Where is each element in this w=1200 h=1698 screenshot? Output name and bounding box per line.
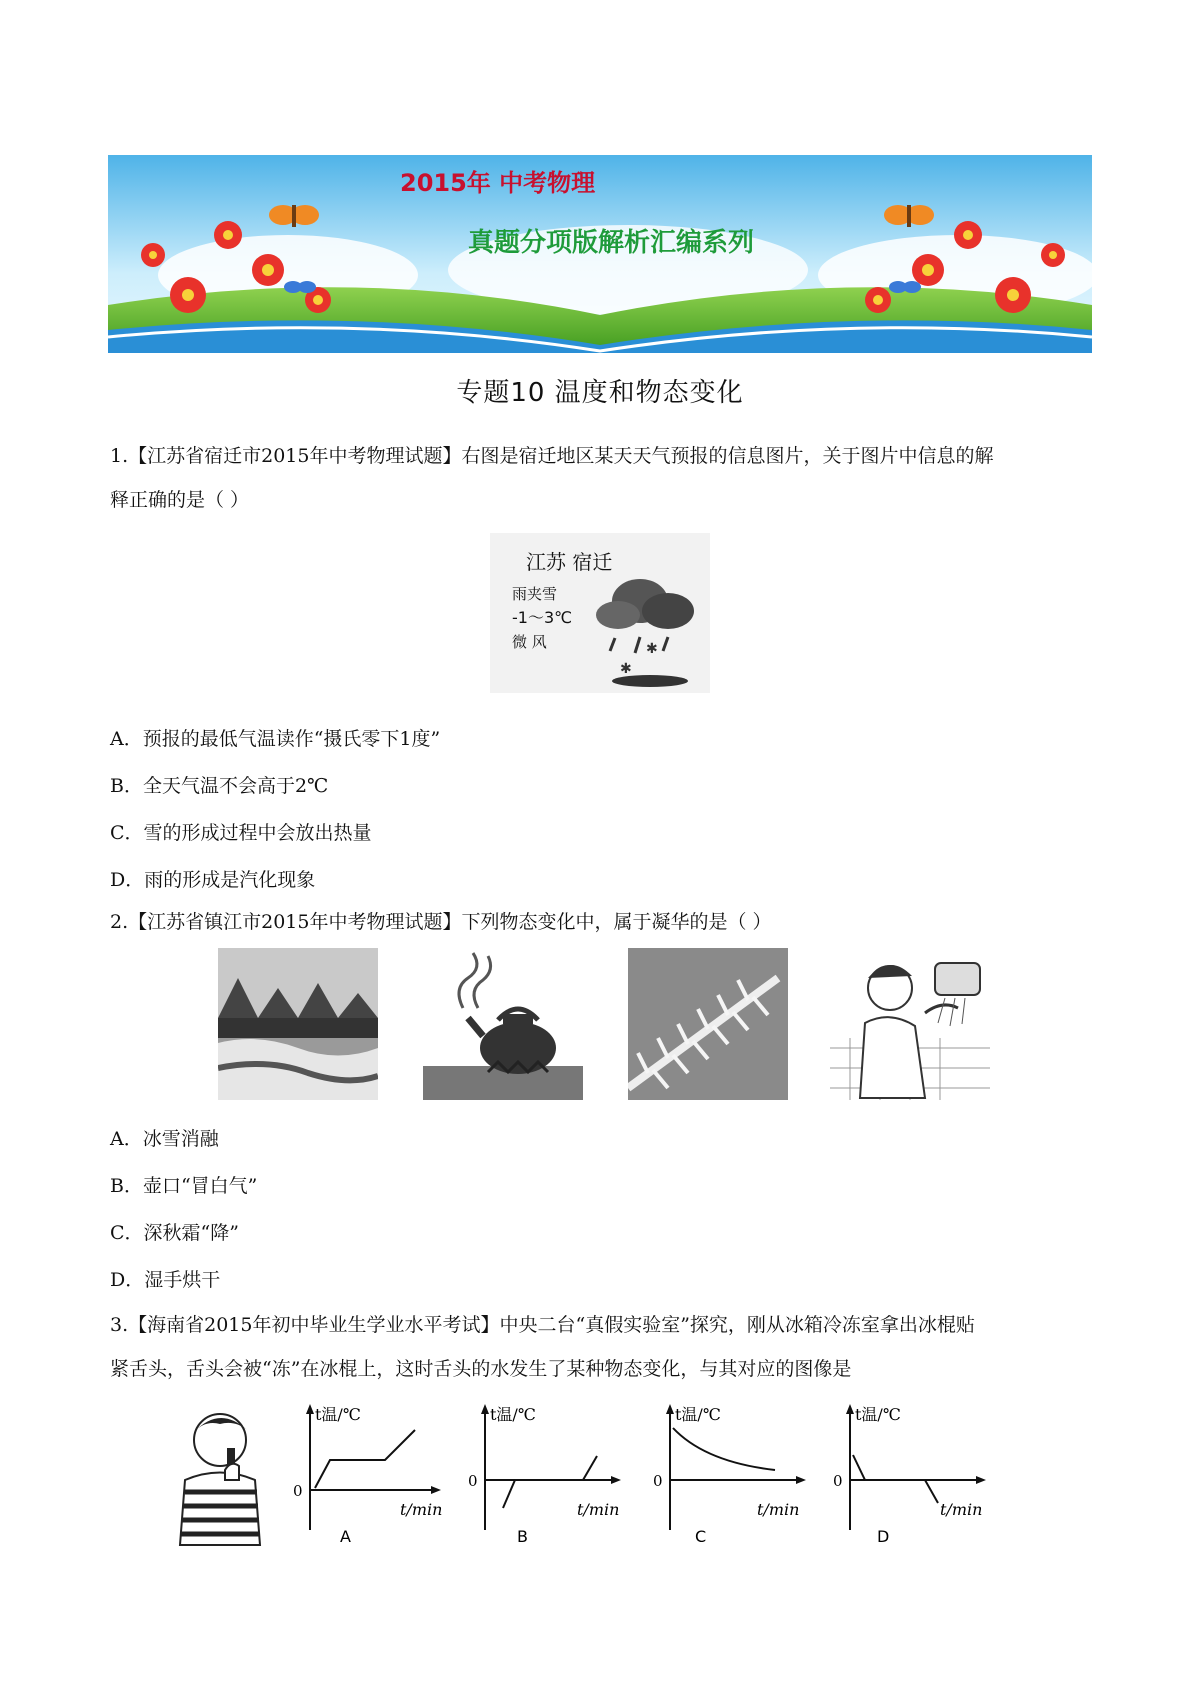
graph-a-y-label: t温/℃ (315, 1405, 361, 1424)
question-3-text-line1: 中央二台“真假实验室”探究，刚从冰箱冷冻室拿出冰棍贴 (499, 1314, 975, 1336)
question-2-option-b: B．壶口“冒白气” (110, 1175, 258, 1197)
svg-text:✱: ✱ (646, 641, 658, 657)
graph-c-origin: 0 (653, 1472, 663, 1490)
question-2-option-c: C．深秋霜“降” (110, 1222, 239, 1244)
graph-d-label: D (877, 1527, 890, 1546)
graph-c-y-label: t温/℃ (675, 1405, 721, 1424)
question-2-option-a: A．冰雪消融 (110, 1128, 219, 1150)
graph-c-label: C (695, 1527, 707, 1546)
question-1-text-line2: 释正确的是（ ） (110, 489, 250, 511)
header-banner (108, 155, 1092, 353)
graph-c (653, 1404, 806, 1546)
graph-d (833, 1404, 986, 1546)
frost-branch-image (628, 948, 788, 1100)
graph-b-origin: 0 (468, 1472, 478, 1490)
question-1-source: 1.【江苏省宿迁市2015年中考物理试题】 (110, 445, 462, 467)
question-1-option-c: C．雪的形成过程中会放出热量 (110, 822, 372, 844)
question-3-stem (110, 1303, 1095, 1391)
graph-a-origin: 0 (293, 1482, 303, 1500)
question-2-text-line1: 下列物态变化中，属于凝华的是（ ） (461, 911, 772, 933)
weather-wind: 微 风 (512, 633, 547, 651)
question-2-stem (110, 900, 1095, 944)
weather-forecast-card (490, 533, 710, 693)
weather-condition: 雨夹雪 (512, 585, 558, 603)
graph-d-origin: 0 (833, 1472, 843, 1490)
question-3-source: 3.【海南省2015年初中毕业生学业水平考试】 (110, 1314, 500, 1336)
banner-year-title: 2015年 中考物理 (400, 169, 596, 197)
kettle-steam-image (423, 948, 583, 1100)
melting-snow-image (218, 948, 378, 1100)
question-1-option-d: D．雨的形成是汽化现象 (110, 869, 316, 891)
question-3-graphs (165, 1400, 1045, 1554)
graph-a-x-label: t/min (400, 1500, 443, 1519)
graph-a (293, 1404, 442, 1546)
graph-d-y-label: t温/℃ (855, 1405, 901, 1424)
hand-dryer-image (830, 948, 990, 1100)
graph-c-x-label: t/min (757, 1500, 800, 1519)
weather-temperature: -1～3℃ (512, 608, 573, 627)
question-1-option-a: A．预报的最低气温读作“摄氏零下1度” (110, 728, 441, 750)
question-1-stem (110, 434, 1095, 522)
graph-b-y-label: t温/℃ (490, 1405, 536, 1424)
banner-subtitle: 真题分项版解析汇编系列 (468, 228, 755, 258)
question-1-text-line1: 右图是宿迁地区某天天气预报的信息图片，关于图片中信息的解 (461, 445, 994, 467)
graph-a-label: A (340, 1527, 351, 1546)
question-3-text-line2: 紧舌头，舌头会被“冻”在冰棍上，这时舌头的水发生了某种物态变化，与其对应的图像是 (110, 1358, 852, 1380)
graph-b-label: B (517, 1527, 528, 1546)
question-2-option-d: D．湿手烘干 (110, 1269, 221, 1291)
boy-licking-popsicle-image (180, 1414, 260, 1545)
question-1-option-b: B．全天气温不会高于2℃ (110, 775, 329, 797)
graph-b (468, 1404, 621, 1546)
banner-art (108, 155, 1092, 353)
page-title: 专题10 温度和物态变化 (456, 378, 744, 408)
svg-text:✱: ✱ (620, 661, 632, 677)
question-2-source: 2.【江苏省镇江市2015年中考物理试题】 (110, 911, 462, 933)
graph-b-x-label: t/min (577, 1500, 620, 1519)
weather-location: 江苏 宿迁 (526, 550, 613, 574)
graph-d-x-label: t/min (940, 1500, 983, 1519)
